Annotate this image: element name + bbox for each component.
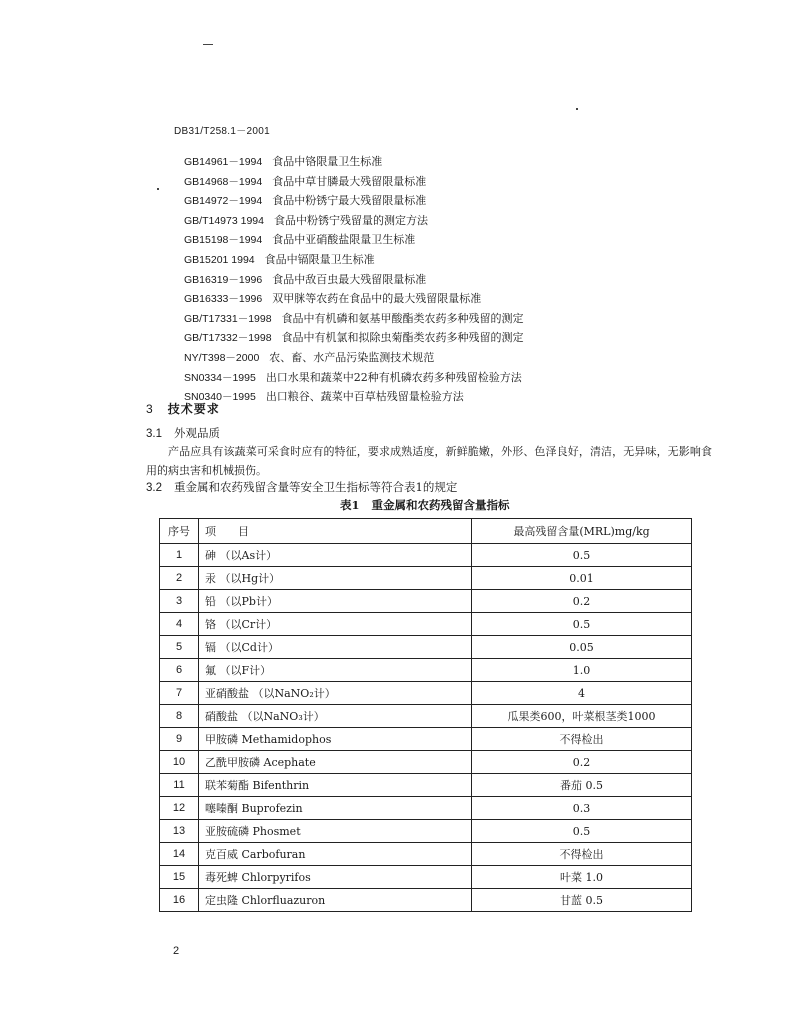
cell-no: 11 (160, 774, 199, 797)
reference-title: 食品中草甘膦最大残留限量标准 (272, 174, 427, 188)
reference-list (184, 152, 704, 407)
cell-limit: 0.2 (472, 590, 692, 613)
table-header-row (160, 519, 692, 544)
table-row (160, 659, 692, 682)
scan-speck (576, 108, 578, 110)
reference-title: 食品中粉锈宁残留量的测定方法 (273, 213, 428, 227)
cell-limit: 不得检出 (472, 843, 692, 866)
reference-item (184, 387, 704, 407)
table-caption (340, 497, 510, 513)
reference-code: GB/T17332－1998 (184, 332, 272, 345)
scan-speck (157, 188, 159, 190)
reference-title: 出口粮谷、蔬菜中百草枯残留量检验方法 (265, 390, 464, 404)
cell-item: 氟 （以F计） (199, 659, 472, 682)
cell-limit: 0.5 (472, 544, 692, 567)
cell-limit: 叶菜 1.0 (472, 866, 692, 889)
cell-item: 硝酸盐 （以NaNO₃计） (199, 705, 472, 728)
cell-limit: 不得检出 (472, 728, 692, 751)
subsection-number: 3.1 (146, 428, 162, 440)
reference-code: NY/T398－2000 (184, 351, 260, 364)
reference-item (184, 211, 704, 231)
cell-no: 10 (160, 751, 199, 774)
table-row (160, 613, 692, 636)
reference-code: GB14968－1994 (184, 175, 263, 188)
subsection-number: 3.2 (146, 482, 162, 494)
cell-limit: 番茄 0.5 (472, 774, 692, 797)
cell-no: 12 (160, 797, 199, 820)
cell-limit: 4 (472, 682, 692, 705)
page-number: 2 (173, 945, 180, 957)
appearance-paragraph: 产品应具有该蔬菜可采食时应有的特征，要求成熟适度，新鲜脆嫩，外形、色泽良好，清洁，无异味，无影响食用的病虫害和机械损伤。 (146, 445, 712, 477)
table-number: 表1 (340, 498, 360, 512)
cell-no: 15 (160, 866, 199, 889)
reference-item (184, 309, 704, 329)
cell-limit: 0.5 (472, 613, 692, 636)
table-row (160, 682, 692, 705)
table-row (160, 774, 692, 797)
cell-no: 13 (160, 820, 199, 843)
scan-speck (203, 44, 213, 45)
reference-title: 出口水果和蔬菜中22种有机磷农药多种残留检验方法 (265, 370, 522, 384)
reference-title: 食品中亚硝酸盐限量卫生标准 (272, 233, 416, 247)
reference-title: 食品中粉锈宁最大残留限量标准 (272, 194, 427, 208)
table-row (160, 636, 692, 659)
table-row (160, 820, 692, 843)
cell-no: 14 (160, 843, 199, 866)
reference-item (184, 230, 704, 250)
reference-item (184, 328, 704, 348)
cell-item: 镉 （以Cd计） (199, 636, 472, 659)
subsection-title: 重金属和农药残留含量等安全卫生指标等符合表1的规定 (174, 480, 458, 494)
reference-item (184, 270, 704, 290)
table-row (160, 797, 692, 820)
reference-code: GB15201 1994 (184, 253, 255, 266)
reference-title: 食品中铬限量卫生标准 (272, 155, 383, 168)
cell-item: 联苯菊酯 Bifenthrin (199, 774, 472, 797)
table-row (160, 705, 692, 728)
cell-limit: 0.3 (472, 797, 692, 820)
reference-code: SN0334－1995 (184, 371, 256, 384)
cell-item: 汞 （以Hg计） (199, 567, 472, 590)
cell-limit: 甘蓝 0.5 (472, 889, 692, 912)
column-header-item: 项 目 (199, 519, 472, 544)
reference-item (184, 348, 704, 368)
cell-no: 3 (160, 590, 199, 613)
reference-item (184, 152, 704, 172)
table-row (160, 751, 692, 774)
cell-limit: 0.01 (472, 567, 692, 590)
reference-item (184, 368, 704, 388)
section-number: 3 (146, 402, 154, 416)
cell-limit: 瓜果类600，叶菜根茎类1000 (472, 705, 692, 728)
table-row (160, 590, 692, 613)
reference-title: 食品中有机氯和拟除虫菊酯类农药多种残留的测定 (281, 331, 524, 345)
table-row (160, 544, 692, 567)
reference-title: 农、畜、水产品污染监测技术规范 (269, 350, 435, 364)
section-heading (146, 400, 220, 417)
cell-item: 亚硝酸盐 （以NaNO₂计） (199, 682, 472, 705)
cell-no: 8 (160, 705, 199, 728)
table-title: 重金属和农药残留含量指标 (371, 498, 510, 512)
cell-no: 9 (160, 728, 199, 751)
cell-no: 5 (160, 636, 199, 659)
cell-item: 乙酰甲胺磷 Acephate (199, 751, 472, 774)
table-row (160, 567, 692, 590)
cell-limit: 0.05 (472, 636, 692, 659)
table-row (160, 728, 692, 751)
reference-code: SN0340－1995 (184, 391, 256, 404)
cell-limit: 1.0 (472, 659, 692, 682)
reference-title: 双甲脒等农药在食品中的最大残留限量标准 (272, 292, 482, 306)
cell-item: 铅 （以Pb计） (199, 590, 472, 613)
reference-code: GB/T17331－1998 (184, 312, 272, 325)
reference-item (184, 289, 704, 309)
column-header-limit: 最高残留含量(MRL)mg/kg (472, 519, 692, 544)
cell-no: 1 (160, 544, 199, 567)
table-row (160, 843, 692, 866)
document-code: DB31/T258.1－2001 (174, 126, 270, 137)
cell-item: 噻嗪酮 Buprofezin (199, 797, 472, 820)
reference-code: GB16319－1996 (184, 273, 263, 286)
reference-item (184, 250, 704, 270)
cell-item: 砷 （以As计） (199, 544, 472, 567)
cell-no: 2 (160, 567, 199, 590)
section-title: 技术要求 (167, 402, 220, 416)
cell-limit: 0.2 (472, 751, 692, 774)
residue-limits-table (159, 518, 692, 912)
reference-title: 食品中敌百虫最大残留限量标准 (272, 272, 427, 286)
reference-code: GB15198－1994 (184, 234, 263, 247)
reference-code: GB16333－1996 (184, 293, 263, 306)
reference-code: GB14972－1994 (184, 195, 263, 208)
cell-no: 6 (160, 659, 199, 682)
cell-item: 定虫隆 Chlorfluazuron (199, 889, 472, 912)
cell-item: 铬 （以Cr计） (199, 613, 472, 636)
cell-item: 甲胺磷 Methamidophos (199, 728, 472, 751)
cell-no: 16 (160, 889, 199, 912)
reference-item (184, 172, 704, 192)
cell-no: 7 (160, 682, 199, 705)
reference-code: GB/T14973 1994 (184, 214, 264, 227)
cell-item: 毒死蜱 Chlorpyrifos (199, 866, 472, 889)
reference-title: 食品中有机磷和氨基甲酸酯类农药多种残留的测定 (281, 311, 524, 325)
table-row (160, 889, 692, 912)
subsection-heading (146, 479, 457, 495)
reference-title: 食品中镉限量卫生标准 (264, 252, 375, 266)
subsection-title: 外观品质 (174, 426, 220, 440)
cell-limit: 0.5 (472, 820, 692, 843)
table-row (160, 866, 692, 889)
cell-no: 4 (160, 613, 199, 636)
column-header-no: 序号 (160, 519, 199, 544)
cell-item: 亚胺硫磷 Phosmet (199, 820, 472, 843)
reference-code: GB14961－1994 (184, 156, 263, 168)
subsection-heading (146, 425, 220, 441)
reference-item (184, 191, 704, 211)
cell-item: 克百威 Carbofuran (199, 843, 472, 866)
